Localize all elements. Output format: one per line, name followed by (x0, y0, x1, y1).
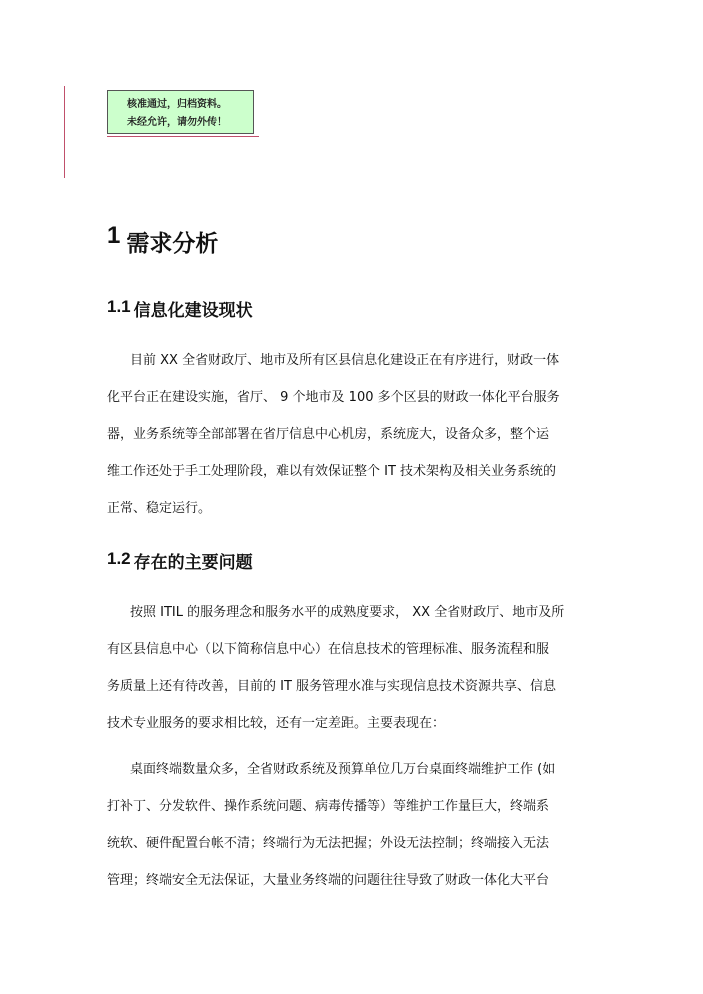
section-title: 信息化建设现状 (133, 301, 253, 321)
section-title: 存在的主要问题 (133, 553, 253, 573)
section-1-2-paragraph-1 (107, 603, 597, 751)
paragraph-line: 统软、硬件配置台帐不清；终端行为无法把握；外设无法控制；终端接入无法 (107, 836, 550, 851)
paragraph-line: 有区县信息中心（以下简称信息中心）在信息技术的管理标准、服务流程和服 (107, 642, 550, 657)
stamp-line-2: 未经允许，请勿外传！ (127, 117, 227, 128)
chapter-heading (107, 222, 218, 258)
section-number: 1.2 (107, 549, 131, 568)
paragraph-line: 化平台正在建设实施，省厅、 9 个地市及 100 多个区县的财政一体化平台服务 (107, 390, 560, 405)
stamp-underline (107, 136, 259, 137)
section-heading-1-2 (107, 549, 253, 573)
paragraph-line: 器，业务系统等全部部署在省厅信息中心机房，系统庞大，设备众多，整个运 (107, 427, 550, 442)
paragraph-line: 目前 XX 全省财政厅、地市及所有区县信息化建设正在有序进行，财政一体 (130, 353, 560, 368)
chapter-title: 需求分析 (126, 231, 219, 257)
paragraph-line: 按照 ITIL 的服务理念和服务水平的成熟度要求， XX 全省财政厅、地市及所 (130, 605, 565, 620)
approval-stamp (107, 90, 254, 134)
section-1-2-paragraph-2 (107, 760, 597, 908)
chapter-number: 1 (107, 222, 121, 249)
paragraph-line: 桌面终端数量众多，全省财政系统及预算单位几万台桌面终端维护工作 (如 (130, 762, 556, 777)
paragraph-line: 务质量上还有待改善，目前的 IT 服务管理水准与实现信息技术资源共享、信息 (107, 679, 557, 694)
paragraph-line: 技术专业服务的要求相比较，还有一定差距。主要表现在： (107, 716, 446, 731)
section-number: 1.1 (107, 297, 131, 316)
paragraph-line: 打补丁、分发软件、操作系统问题、病毒传播等）等维护工作量巨大，终端系 (107, 799, 550, 814)
section-1-1-paragraph (107, 351, 597, 536)
paragraph-line: 正常、稳定运行。 (107, 501, 212, 516)
paragraph-line: 管理；终端安全无法保证，大量业务终端的问题往往导致了财政一体化大平台 (107, 873, 550, 888)
section-heading-1-1 (107, 297, 253, 321)
margin-line (64, 86, 65, 178)
stamp-line-1: 核准通过，归档资料。 (127, 99, 227, 110)
paragraph-line: 维工作还处于手工处理阶段，难以有效保证整个 IT 技术架构及相关业务系统的 (107, 464, 557, 479)
